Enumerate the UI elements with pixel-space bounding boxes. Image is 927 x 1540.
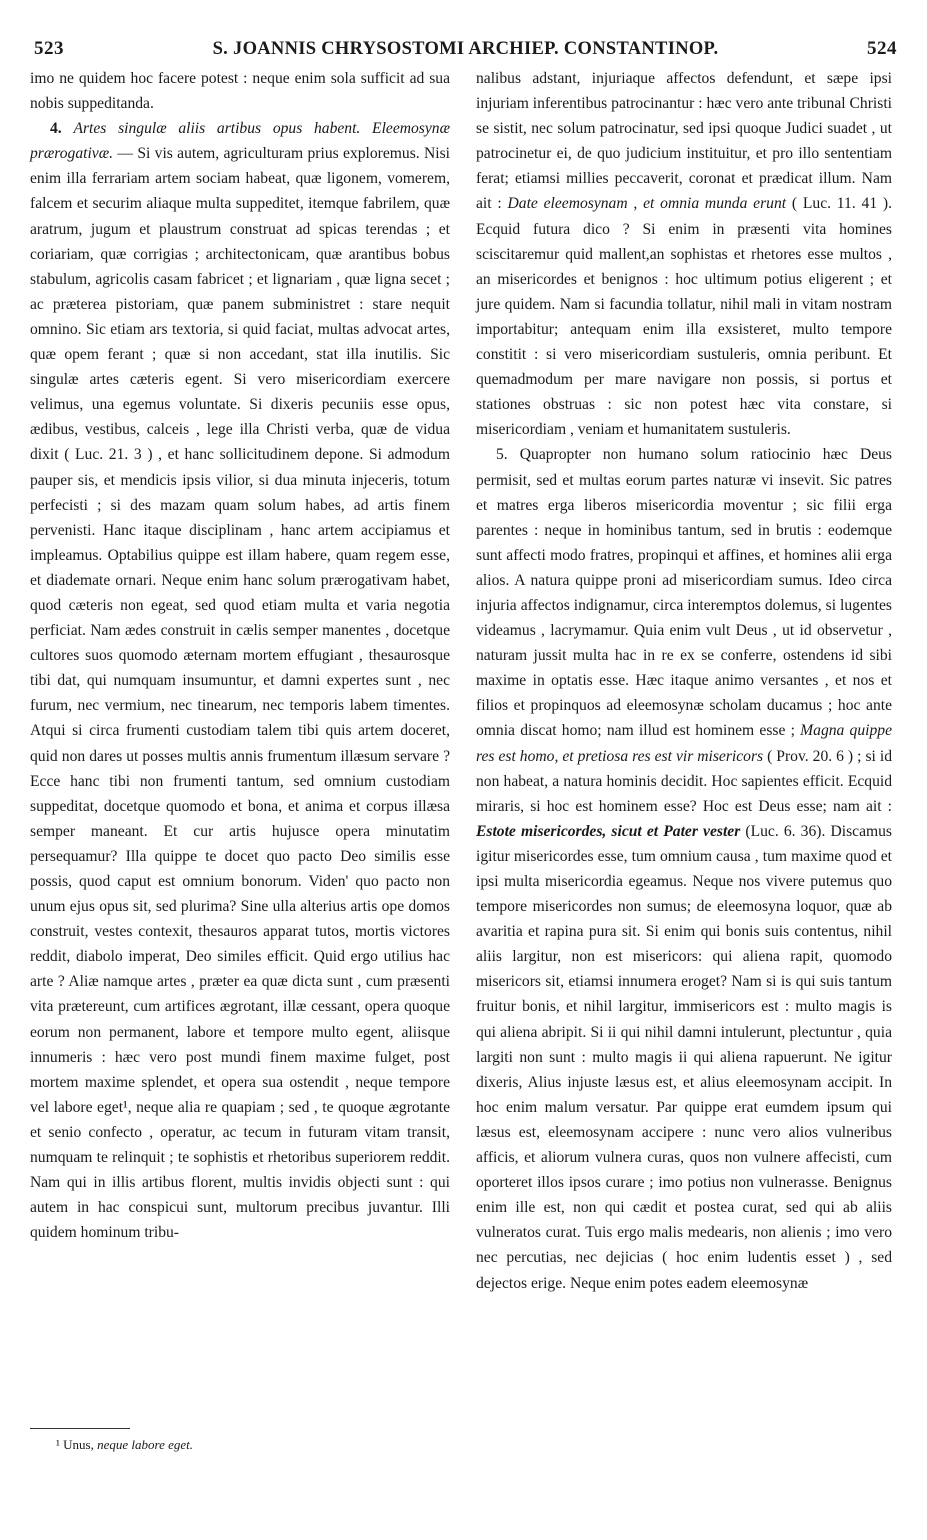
paragraph-section-5 [476,442,892,1295]
footnote-rule [30,1428,130,1429]
section-heading: Artes singulæ aliis artibus opus habent. Eleemosynæ prærogativæ. [30,120,450,163]
text-run: 5. Quapropter non humano solum ratiocinio hæc Deus permisit, sed et multas eorum partes naturæ vi insevit. Sic patres et matres erga liberos misericordia moventur ; sic filii erga parentes : neque in hominibus tantum, sed in brutis : eodemque sunt affecti modo fratres, propinqui et affines, et homines alii erga alios. A natura quippe proni ad misericordiam sumus. Ideo circa injuria affectos indignamur, circa interemptos dolemus, si lugentes videamus , lacrymamur. Quia enim vult Deus , ut id observetur , naturam jussit multa hac in re ex se conferre, ostendens id sibi maxime in optatis esse. Hæc itaque animo versantes , et nos et filios et propinquos ad eleemosynæ scholam ducamus ; hoc ante omnia discat homo; nam illud est hominem esse ; [476,446,892,740]
footnote-text-italic: neque labore eget. [97,1437,194,1452]
left-column [30,66,450,1245]
footnote-text: Unus, [59,1437,98,1452]
running-title: S. JOANNIS CHRYSOSTOMI ARCHIEP. CONSTANTINOP. [212,39,719,59]
text-run: ( Luc. 11. 41 ). Ecquid futura dico ? Si enim in præsenti vita homines sciscitaremur quid mallent,an sophistas et rhetores esse multos , an misericordes et benignos : hoc ultimum potius eligerent ; et jure quidem. Nam si facundia tollatur, nihil mali in vitam nostram importabitur; antequam enim illa exsisteret, multo tempore constitit : si vero misericordiam sustuleris, omnia peribunt. Et quemadmodum per mare navigare non possis, si portus et stationes obstruas : sic non potest hæc vita constare, si misericordiam , veniam et humanitatem sustuleris. [476,195,892,439]
right-column [476,66,892,1296]
paragraph-continuation: imo ne quidem hoc facere potest : neque enim sola sufficit ad sua nobis suppeditanda. [30,70,450,113]
text-run: (Luc. 6. 36). Discamus igitur misericordes esse, tum omnium causa , tum maxime quod et ipsi multa misericordia egeamus. Neque nos vivere putemus quo tempore misericordes non sumus; de eleemosyna loquor, quæ ab avaritia et rapina pura sit. Si enim qui bonis suis contentus, nihil aliis largitur, non est misericors: qui aliena rapit, quomodo misericors sit, etiamsi innumera eroget? Nam si is qui suis tantum fruitur bonis, et nihil largitur, immisericors est : multo magis is qui aliena abripit. Si ii qui nihil damni intulerunt, plectuntur , quia largiti non sunt : multo magis ii qui aliena rapuerunt. Ne igitur dixeris, Alius injuste læsus est, et alius eleemosynam accipit. In hoc enim malum versatur. Par quippe erat eumdem ipsum qui læsus est, eleemosynam accipere : nunc vero alios vulneribus afficis, et aliorum vulnera curas, quos non vulnere affecisti, cum oporteret illos ipsos curare ; imo potius non vulnerasse. Benignus enim ille est, non qui cædit et postea curat, sed qui ab aliis vulneratos curat. Tuis ergo malis medearis, non alienis ; imo vero nec percutias, nec dejicias ( hoc enim ludentis esset ) , sed dejectos erige. Neque enim potes eadem eleemosynæ [476,822,892,1292]
page-number-left: 523 [34,38,64,59]
section-body: — Si vis autem, agriculturam prius exploremus. Nisi enim illa ferrariam artem sociam habeat, quæ ligonem, vomerem, falcem et securim aliaque multa suppeditet, itemque fabrilem, quæ aratrum, jugum et plaustrum construat ad spicas terendas ; et coriariam, quæ corrigias ; architectonicam, quæ arantibus bobus stabulum, agricolis casam fabricet ; et lignariam , quæ ligna secet ; ac præterea pistoriam, quæ panem subministret : stare nequit omnino. Sic etiam ars textoria, si quid faciat, multas advocat artes, quæ opem ferant ; quæ si non accedant, stat illa inutilis. Sic singulæ artes cæteris egent. Si vero misericordiam exercere velimus, una egemus voluntate. Si dixeris pecuniis esse opus, ædibus, vestibus, calceis , lege illa Christi verba, quæ de vidua dixit ( Luc. 21. 3 ) , et hanc sollicitudinem depone. Si admodum pauper sis, et mendicis ipsis vilior, si dua minuta injeceris, totum perfecisti ; si des mazam quam solum habes, ad artis finem pervenisti. Hanc itaque disciplinam , hanc artem accipiamus et impleamus. Optabilius quippe est illam habere, quam regem esse, et diademate ornari. Neque enim hanc solum prærogativam habet, quod cæteris non egeat, sed quod etiam multa et varia negotia perficiat. Nam ædes construit in cælis semper manentes , docetque cultores suos quomodo æternam mortem effugiant , thesaurosque tibi dat, qui numquam insumuntur, et damni expertes sunt , nec furum, nec vermium, nec tinearum, nec temporis labem timentes. Atqui si circa frumenti custodiam talem tibi quis artem doceret, quid non dares ut posses multis annis frumentum illæsum servare ? Ecce hanc tibi non frumenti tantum, sed omnium custodiam suppeditat, docetque quomodo et bona, et anima et corpus illæsa semper maneant. Et cur artis hujusce opera minutatim persequamur? Illa quippe te docet quo pacto Deo similis esse possis, quod caput est omnium bonorum. Viden' quo pacto non unum ejus opus sit, sed plurima? Sine ulla alterius artis ope domos construit, vestes contexit, thesauros apparat tutos, mortis victores reddit, diabolo imperat, Deo similes efficit. Quid ergo utilius hac arte ? Aliæ namque artes , præter ea quæ dicta sunt , cum præsenti vita prætereunt, cum artifices ægrotant, illæ cessant, opera quoque eorum non permanent, labore et tempore multo egent, aliisque innumeris : hæc vero post mundi finem maxime fulget, post mortem maxime splendet, et opera sua ostendit , neque tempore vel labore eget¹, neque alia re quapiam ; sed , te quoque ægrotante et senio confecto , operatur, ac tecum in futuram vitam transit, numquam te relinquit ; te sophistis et rhetoribus superiorem reddit. Nam qui in illis artibus florent, multis invidis objecti sunt : qui autem in hac conspicui sunt, multorum precibus juvantur. Illi quidem hominum tribu- [30,145,450,1242]
scripture-quote: Estote misericordes, sicut et Pater vester [476,822,741,840]
paragraph-continuation-right [476,66,892,442]
page-number-right: 524 [866,38,897,59]
paragraph-section-4 [30,116,450,1245]
section-number: 4. [50,120,62,138]
running-header [34,38,897,64]
footnote-mark: ¹ [56,1437,60,1452]
text-run: nalibus adstant, injuriaque affectos defendunt, et sæpe ipsi injuriam inferentibus patrocinantur : hæc vero ante tribunal Christi se sistit, nec solum patrocinatur, sed ipsi quoque Judici suadet , ut patrocinetur ei, de quo judicium instituitur, et pro illo sententiam ferat; etiamsi millies peccaverit, coronat et prædicat illum. Nam ait : [476,70,892,213]
scripture-quote: Date eleemosynam , et omnia munda erunt [507,195,787,213]
footnote [56,1436,193,1454]
scripture-quote: Magna quippe res est homo, et pretiosa res est vir misericors [476,722,892,765]
text-run: ( Prov. 20. 6 ) ; si id non habeat, a natura hominis decidit. Hoc sapientes efficit. Ecquid miraris, si hoc est hominem esse? Hoc est Deus esse; nam ait : [476,747,892,815]
